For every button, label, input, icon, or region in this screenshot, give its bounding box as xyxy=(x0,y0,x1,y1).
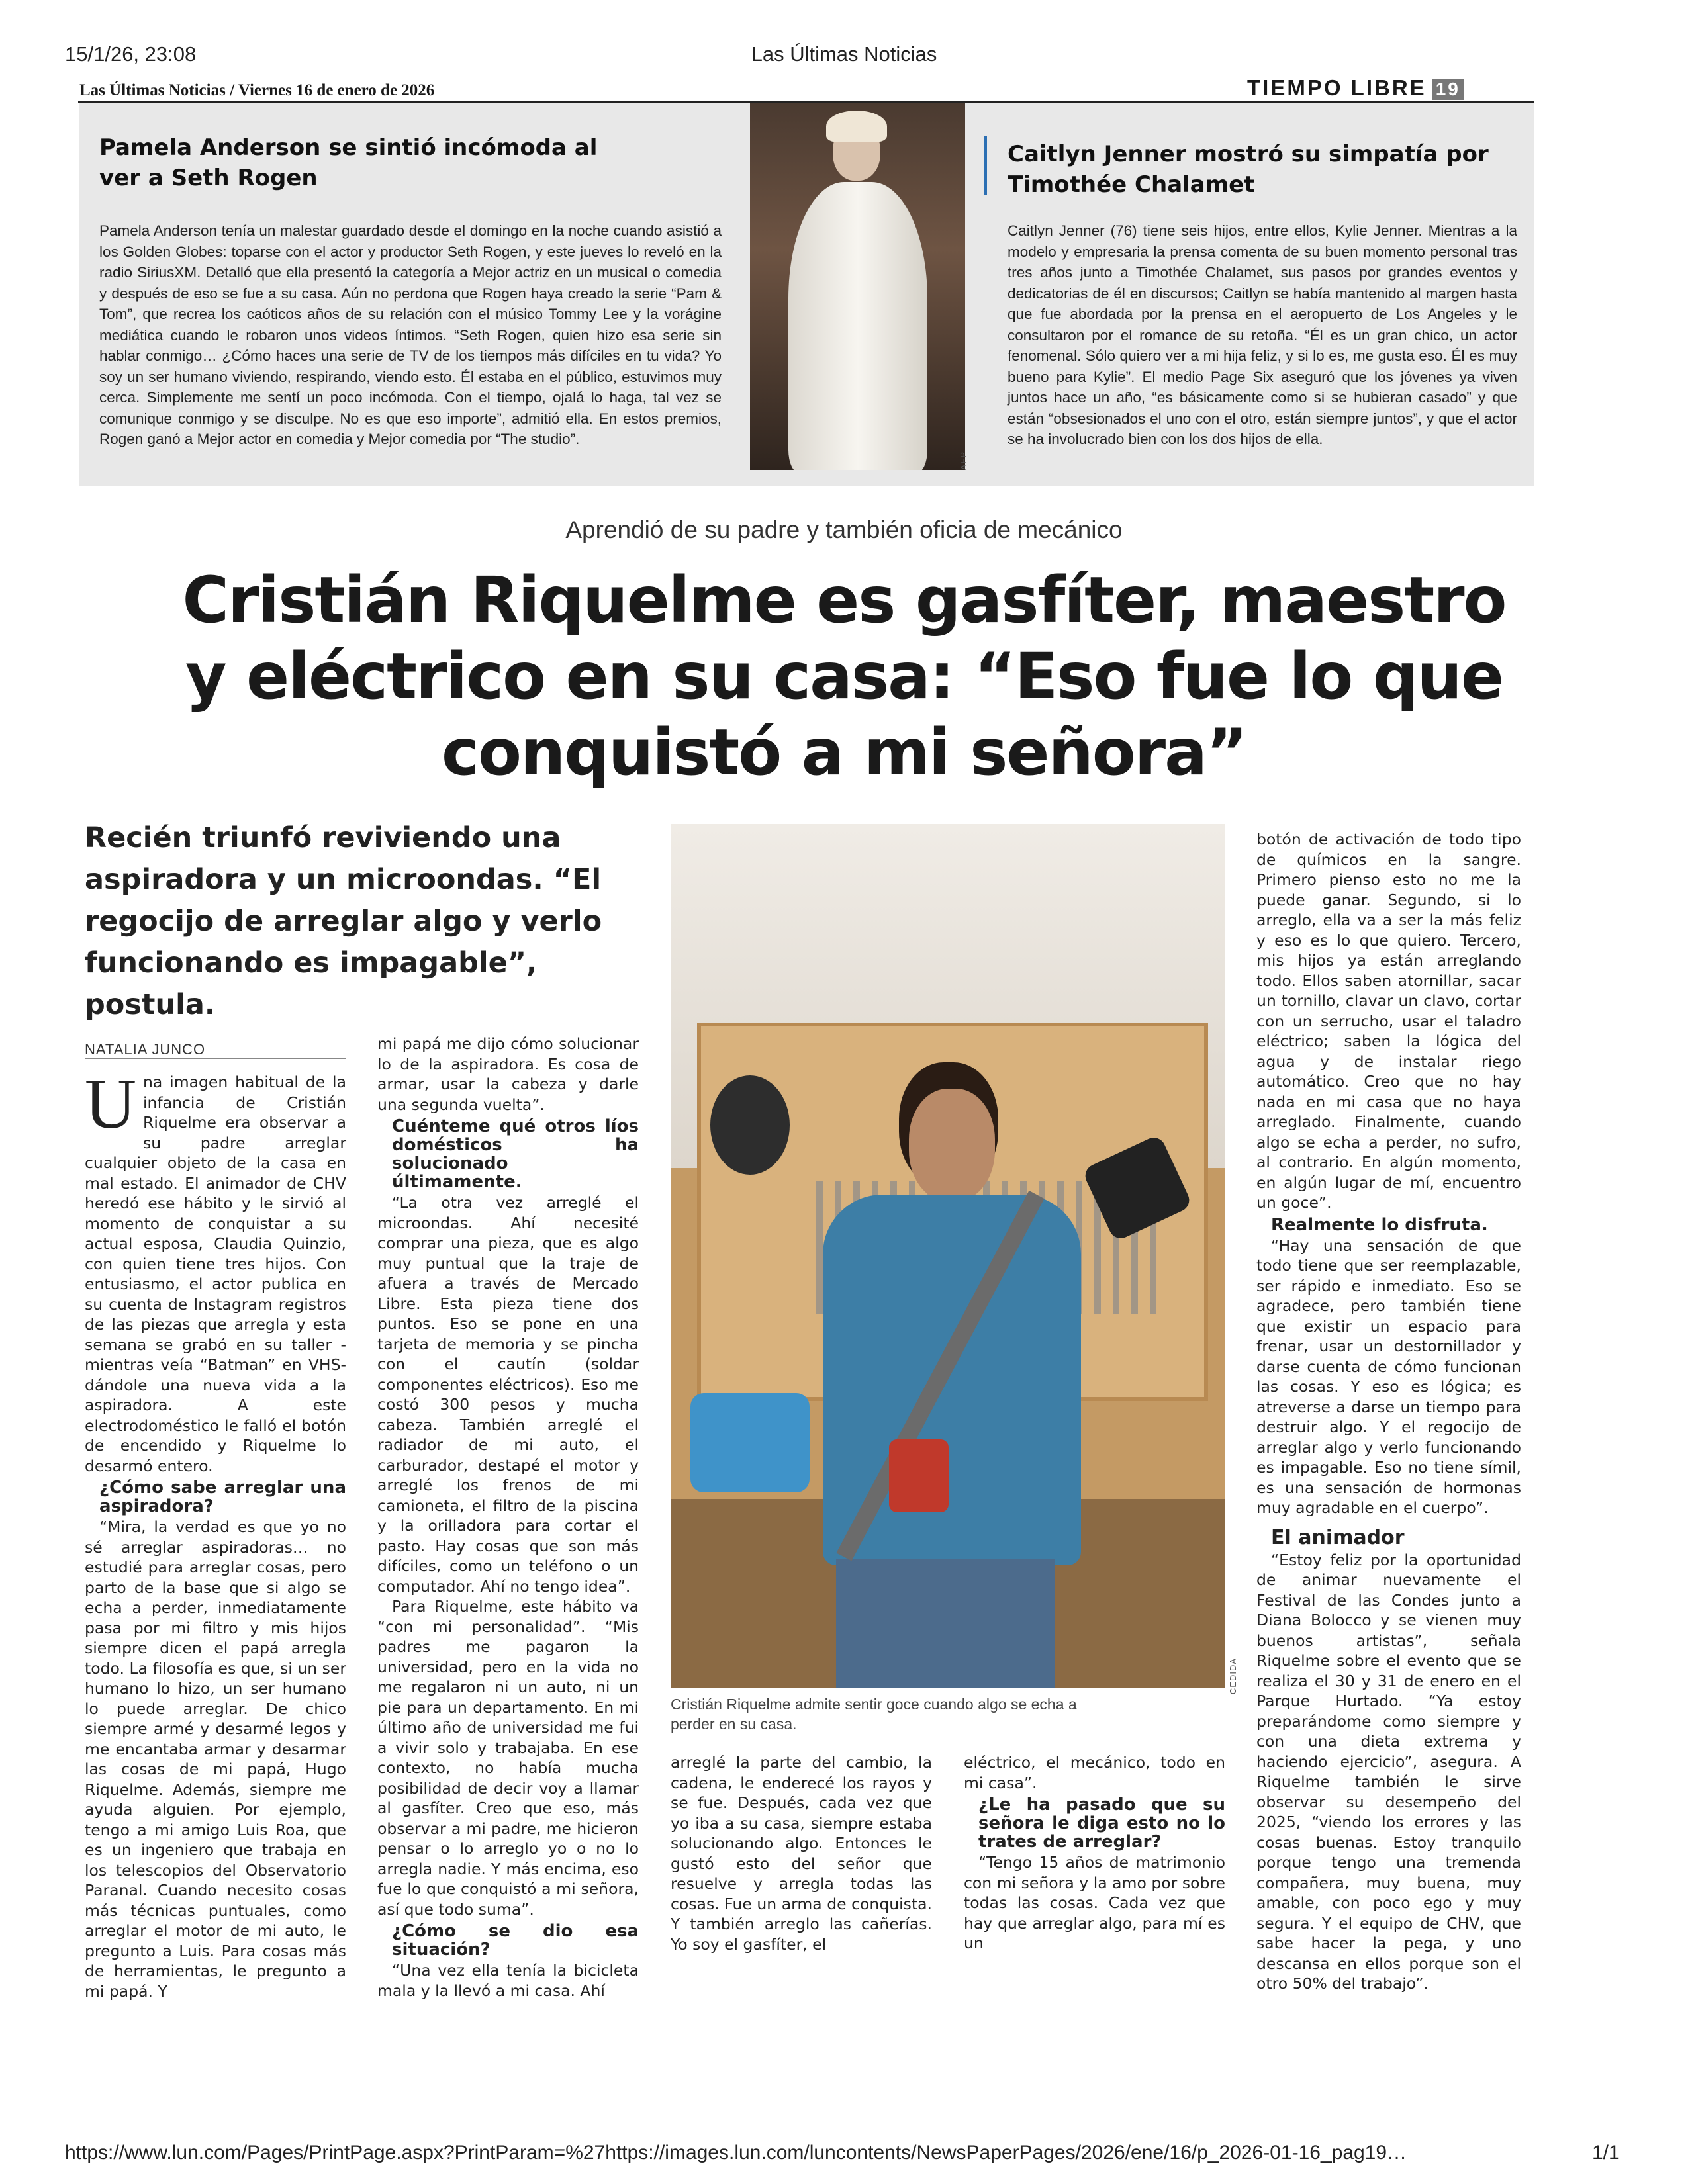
print-page-title: Las Últimas Noticias xyxy=(751,42,937,66)
col2-paragraph-1: mi papá me dijo cómo solucionar lo de la aspiradora. Es cosa de armar, usar la cabeza y darle una segunda vuelta”. xyxy=(377,1034,639,1114)
vacuum-shape xyxy=(690,1393,810,1492)
col4-paragraph-1: eléctrico, el mecánico, todo en mi casa”. xyxy=(964,1753,1225,1792)
byline: NATALIA JUNCO xyxy=(85,1041,206,1058)
newspaper-date: Las Últimas Noticias / Viernes 16 de enero de 2026 xyxy=(79,81,435,99)
col2-paragraph-3: Para Riquelme, este hábito va “con mi personalidad”. “Mis padres me pagaron la universidad, pero en la vida no me regalaron ni un auto, ni un pie para un departamento. En mi último año de universidad me fui a vivir solo y trabajaba. En ese contexto, no había mucha posibilidad de decir voy a llamar al gasfíter. Creo que eso, más observar a mi padre, me hicieron pensar o lo arreglo yo o no lo arregla nadie. Y más encima, eso fue lo que conquistó a mi señora, así que todo suma”. xyxy=(377,1597,639,1919)
article-column-1 xyxy=(85,1065,346,2001)
col5-paragraph-1: botón de activación de todo tipo de químicos en la sangre. Primero pienso esto no me la puede ganar. Segundo, si lo arreglo, ella va a ser la más feliz y eso es lo que quiero. Tercero, mis hijos ya están arreglando todo. Ellos saben atornillar, sacar un tornillo, clavar un clavo, cortar con un serrucho, usar el taladro eléctrico; saben la lógica del agua y de instalar riego automático. Creo que no hay nada en mi casa que no haya arreglado. Finalmente, cuando algo se echa a perder, no sufro, al contrario. En algún momento, en algún lugar de mí, encuentro un goce”. xyxy=(1256,830,1521,1212)
dropcap: U xyxy=(85,1065,136,1144)
article-column-4 xyxy=(964,1752,1225,1954)
question-5: Realmente lo disfruta. xyxy=(1271,1214,1488,1235)
brief-left-body: Pamela Anderson tenía un malestar guardado desde el domingo en la noche cuando asistió a los Golden Globes: toparse con el actor y productor Seth Rogen, y este jueves lo reveló en la radio SiriusXM. Detalló que ella presentó la categoría a Mejor actriz en un musical o comedia y después de eso se fue a su casa. Aún no perdona que Rogen haya creado la serie “Pam & Tom”, que recrea los caóticos años de su relación con el músico Tommy Lee y la vorágine mediática cuando le robaron unos videos íntimos. “Seth Rogen, quien hizo esa serie sin hablar conmigo… ¿Cómo haces una serie de TV de los tiempos más difíciles en tu vida? Yo soy un ser humano viviendo, respirando, viendo esto. Él estaba en el público, estuvimos muy cerca. Simplemente me sentí un poco incómoda. Con el tiempo, ojalá lo haga, tal vez se comunique conmigo y se disculpe. No es que eso importe”, admitió ella. En estos premios, Rogen ganó a Mejor actor en comedia y Mejor comedia por “The studio”. xyxy=(99,222,722,447)
shorts-shape xyxy=(836,1559,1055,1688)
face-shape-2 xyxy=(909,1089,995,1201)
photo-credit-afp: AFP xyxy=(959,451,968,471)
photo-caption: Cristián Riquelme admite sentir goce cuando algo se echa a perder en su casa. xyxy=(671,1696,1077,1733)
col1-paragraph-2: “Mira, la verdad es que yo no sé arreglar aspiradoras… no estudié para arreglar cosas, pero parto de la base que si algo se echa a perder, inmediatamente pasa por mi filtro y mis hijos siempre dicen el papá arregla todo. La filosofía es que, si un ser humano lo hizo, un ser humano lo puede arreglar. De chico siempre armé y desarmé legos y me encantaba armar y desarmar las cosas de mi papá, Hugo Riquelme. Además, siempre me ayuda alguien. Por ejemplo, tengo a mi amigo Luis Roa, que es un ingeniero que trabaja en los telescopios del Observatorio Paranal. Cuando necesito cosas más técnicas puntuales, como arreglar el motor de mi auto, le pregunto a Luis. Para cosas más de herramientas, le pregunto a mi papá. Y xyxy=(85,1518,346,2001)
print-page-count: 1/1 xyxy=(1592,2142,1620,2163)
col2-paragraph-2: “La otra vez arreglé el microondas. Ahí necesité comprar una pieza, que es algo muy puntual que la traje de afuera a través de Mercado Libre. Esta pieza tiene dos puntos. Eso se pone en una tarjeta de memoria y se pincha con el cautín (soldar componentes eléctricos). Eso me costó 300 pesos y mucha cabeza. También arreglé el radiador de mi auto, el carburador, destapé el motor y arreglé los frenos de mi camioneta, el filtro de la piscina y la orilladora para cortar el pasto. Hay cosas que son más difíciles, como un teléfono o un computador. Ahí no tengo idea”. xyxy=(377,1193,639,1596)
brief-left-headline: Pamela Anderson se sintió incómoda al ver a Seth Rogen xyxy=(99,134,598,191)
photo-credit-cedida: CEDIDA xyxy=(1228,1658,1238,1695)
brief-right-accent-rule xyxy=(984,136,987,195)
col4-paragraph-2: “Tengo 15 años de matrimonio con mi señora y la amo por sobre todas las cosas. Cada vez que hay que arreglar algo, para mí es un xyxy=(964,1853,1225,1952)
white-dress-shape xyxy=(788,182,927,470)
section-label xyxy=(1247,75,1464,101)
article-headline: Cristián Riquelme es gasfíter, maestro y eléctrico en su casa: “Eso fue lo que conquistó a mi señora” xyxy=(182,563,1506,790)
hair-shape xyxy=(826,111,887,142)
article-subhead: Recién triunfó reviviendo una aspiradora y un microondas. “El regocijo de arreglar algo y verlo funcionando es impagable”, postula. xyxy=(85,821,602,1021)
helmet-shape xyxy=(710,1075,790,1175)
article-column-5 xyxy=(1256,829,1521,1994)
pamela-anderson-photo xyxy=(750,103,965,470)
question-1: ¿Cómo sabe arreglar una aspiradora? xyxy=(99,1478,346,1516)
question-2: Cuénteme qué otros líos domésticos ha solucionado últimamente. xyxy=(392,1116,639,1192)
section-name: TIEMPO LIBRE xyxy=(1247,75,1427,100)
col1-paragraph-1: na imagen habitual de la infancia de Cristián Riquelme era observar a su padre arreglar cualquier objeto de la casa en mal estado. El animador de CHV heredó ese hábito y le sirvió al momento de conquistar a su actual esposa, Claudia Quinzio, con quien tiene tres hijos. Con entusiasmo, el actor publica en su cuenta de Instagram registros de las piezas que arregla y esta semana se grabó en su taller -mientras veía “Batman” en VHS- dándole una nueva vida a la aspiradora. A este electrodoméstico le falló el botón de encendido y Riquelme lo desarmó entero. xyxy=(85,1073,346,1475)
col5-paragraph-3: “Estoy feliz por la oportunidad de animar nuevamente el Festival de las Condes junto a Diana Bolocco y se vienen muy buenos artistas”, señala Riquelme sobre el evento que se realiza el 30 y 31 de enero en el Parque Hurtado. “Ya estoy preparándome como siempre y con una dieta extrema y haciendo ejercicio”, asegura. A Riquelme también le sirve observar su desempeño del 2025, “viendo los errores y las cosas buenas. Estoy tranquilo porque tengo una tremenda compañera, muy buena, muy amable, con poco ego y muy segura. Y el equipo de CHV, que sabe hacer la pega, y uno descansa en ellos porque son el otro 50% del trabajo”. xyxy=(1256,1550,1521,1993)
print-url[interactable]: https://www.lun.com/Pages/PrintPage.aspx?PrintParam=%27https://images.lun.com/luncontents/NewsPaperPages/2026/ene/16/p_2026-01-16_pag19… xyxy=(65,2142,1407,2163)
cristian-riquelme-photo xyxy=(671,824,1225,1688)
page-number: 19 xyxy=(1432,79,1464,100)
col5-paragraph-2: “Hay una sensación de que todo tiene que ser reemplazable, ser rápido e inmediato. Eso se agradece, pero también tiene que existir un espacio para frenar, usar un destornillador y darse cuenta de cómo funcionan las cosas. Y eso es lógica; es atreverse a darse un tiempo para destruir algo. Y el regocijo de arreglar algo y verlo funcionando es impagable. Eso no tiene símil, es una sensación de hormonas muy agradable en el cuerpo”. xyxy=(1256,1236,1521,1517)
col3-paragraph-1: arreglé la parte del cambio, la cadena, le enderecé los rayos y se fue. Después, cada vez que yo iba a su casa, siempre estaba solucionando algo. Entonces le gustó esto del señor que resuelve y arregla todas las cosas. Fue un arma de conquista. Y también arreglo las cañerías. Yo soy el gasfíter, el xyxy=(671,1753,932,1954)
article-column-2 xyxy=(377,1034,639,2001)
brief-right-headline: Caitlyn Jenner mostró su simpatía por Timothée Chalamet xyxy=(1008,141,1489,198)
question-4: ¿Le ha pasado que su señora le diga esto no lo trates de arreglar? xyxy=(978,1795,1225,1852)
byline-rule xyxy=(85,1058,346,1059)
subhead-el-animador: El animador xyxy=(1271,1525,1405,1549)
drill-shape xyxy=(889,1439,949,1512)
col2-paragraph-4: “Una vez ella tenía la bicicleta mala y la llevó a mi casa. Ahí xyxy=(377,1961,639,2000)
print-datetime: 15/1/26, 23:08 xyxy=(65,42,197,66)
article-column-3 xyxy=(671,1752,932,1954)
article-kicker: Aprendió de su padre y también oficia de mecánico xyxy=(565,516,1123,543)
question-3: ¿Cómo se dio esa situación? xyxy=(392,1921,639,1960)
brief-right-body: Caitlyn Jenner (76) tiene seis hijos, entre ellos, Kylie Jenner. Mientras a la modelo y empresaria la prensa comenta de su buen momento personal tras tres años junto a Timothée Chalamet, sus pasos por grandes eventos y dedicatorias de él en discursos; Caitlyn se había mantenido al margen hasta que fue abordada por la prensa en el aeropuerto de Los Angeles y le consultaron por el romance de su retoña. “Él es un gran chico, un actor fenomenal. Sólo quiero ver a mi hija feliz, y si lo es, me gusta eso. Él es muy bueno para Kylie”. El medio Page Six aseguró que los jóvenes ya viven juntos hace un año, “es básicamente como si se hubieran casado” y que están “obsesionados el uno con el otro, están siempre juntos”, y que el actor se ha involucrado bien con los dos hijos de ella. xyxy=(1008,222,1517,447)
